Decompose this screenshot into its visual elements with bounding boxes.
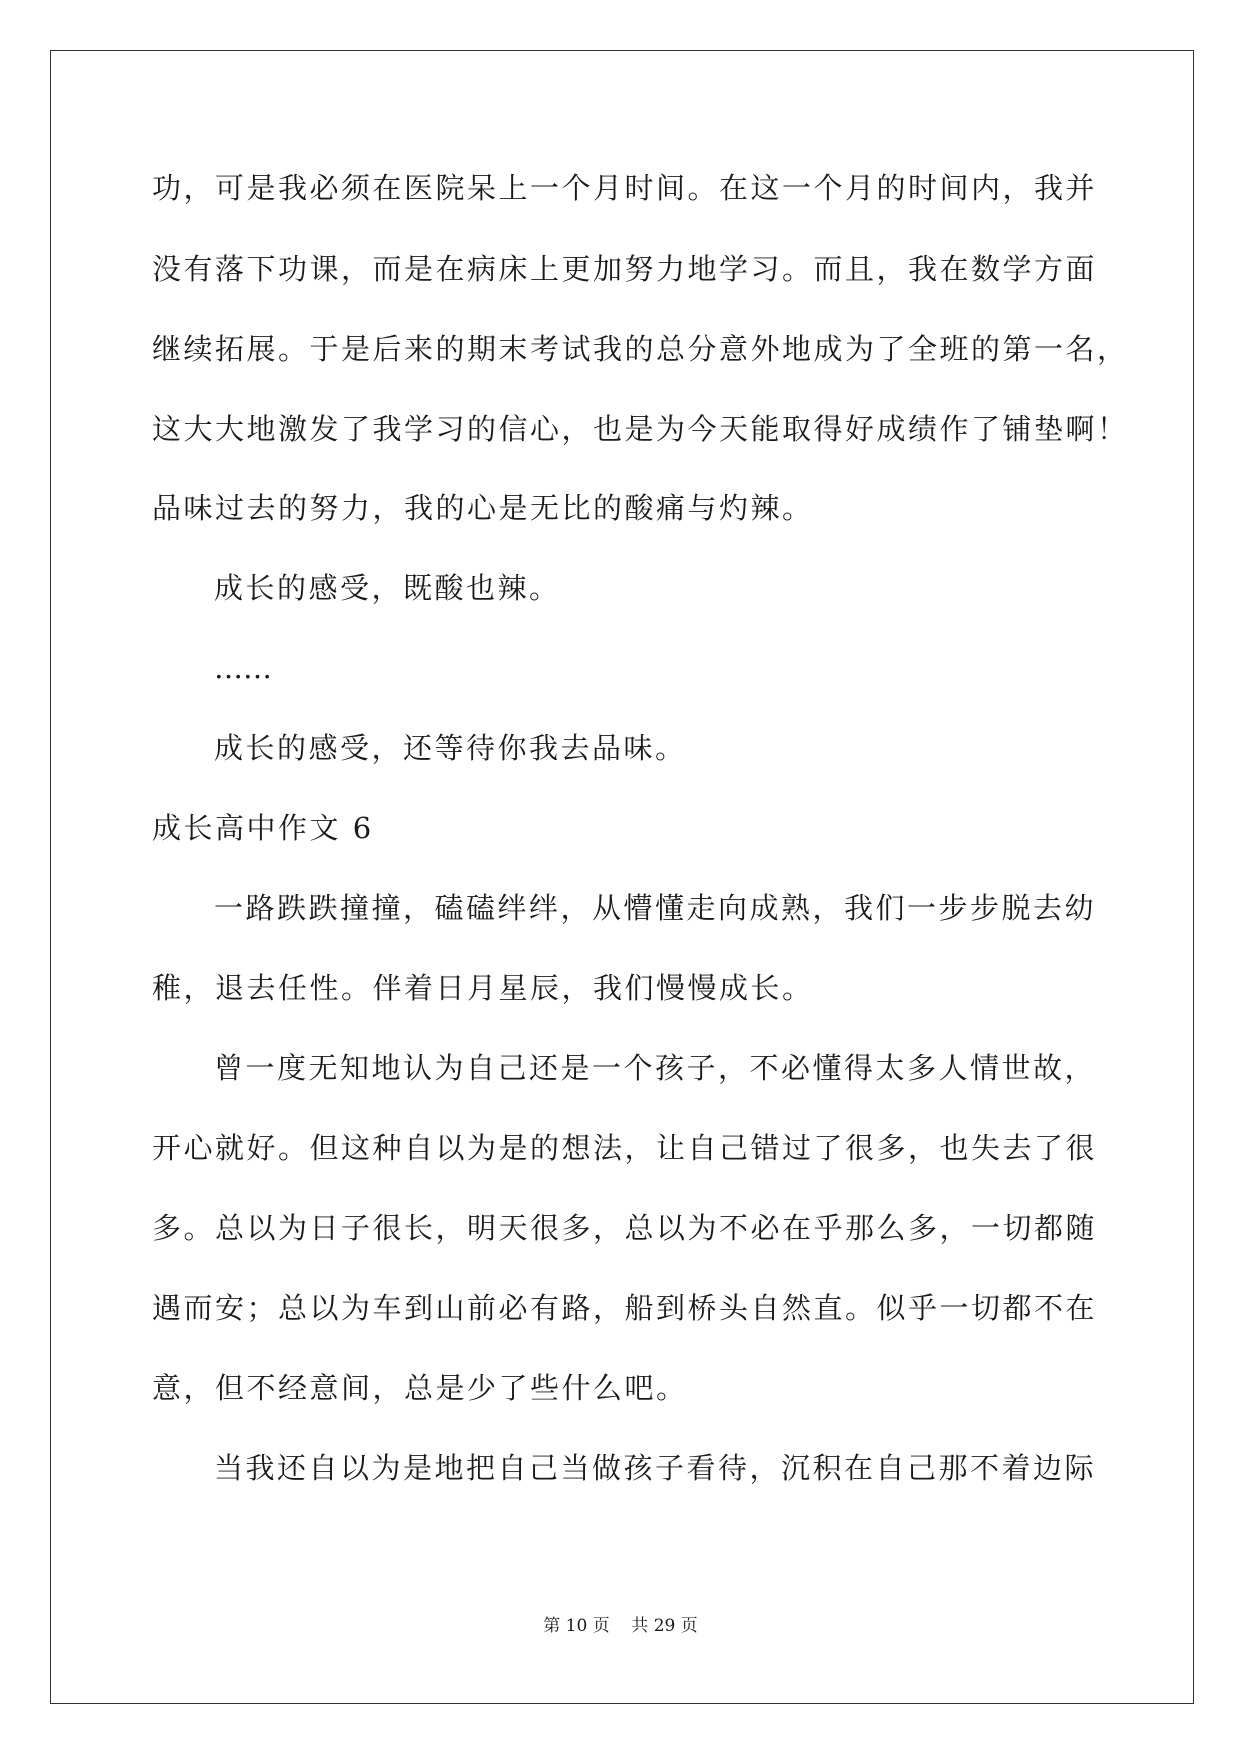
body-line: 成长的感受，既酸也辣。	[214, 571, 561, 605]
body-line: 成长的感受，还等待你我去品味。	[214, 731, 687, 765]
body-line: 没有落下功课，而是在病床上更加努力地学习。而且，我在数学方面	[152, 252, 1098, 286]
body-line: ……	[214, 651, 272, 685]
body-line: 多。总以为日子很长，明天很多，总以为不必在乎那么多，一切都随	[152, 1211, 1098, 1245]
body-line: 稚，退去任性。伴着日月星辰，我们慢慢成长。	[152, 971, 814, 1005]
body-line: 品味过去的努力，我的心是无比的酸痛与灼辣。	[152, 491, 814, 525]
body-line: 曾一度无知地认为自己还是一个孩子，不必懂得太多人情世故，	[214, 1051, 1097, 1085]
body-line: 当我还自以为是地把自己当做孩子看待，沉积在自己那不着边际	[214, 1451, 1097, 1485]
section-heading: 成长高中作文 6	[152, 811, 374, 845]
body-line: 功，可是我必须在医院呆上一个月时间。在这一个月的时间内，我并	[152, 171, 1098, 205]
body-line: 遇而安；总以为车到山前必有路，船到桥头自然直。似乎一切都不在	[152, 1291, 1098, 1325]
page-number: 第 10 页 共 29 页	[543, 1616, 698, 1636]
body-line: 继续拓展。于是后来的期末考试我的总分意外地成为了全班的第一名，	[152, 332, 1129, 366]
body-line: 意，但不经意间，总是少了些什么吧。	[152, 1371, 688, 1405]
body-line: 一路跌跌撞撞，磕磕绊绊，从懵懂走向成熟，我们一步步脱去幼	[214, 891, 1097, 925]
body-line: 这大大地激发了我学习的信心，也是为今天能取得好成绩作了铺垫啊！	[152, 412, 1129, 446]
body-line: 开心就好。但这种自以为是的想法，让自己错过了很多，也失去了很	[152, 1131, 1098, 1165]
